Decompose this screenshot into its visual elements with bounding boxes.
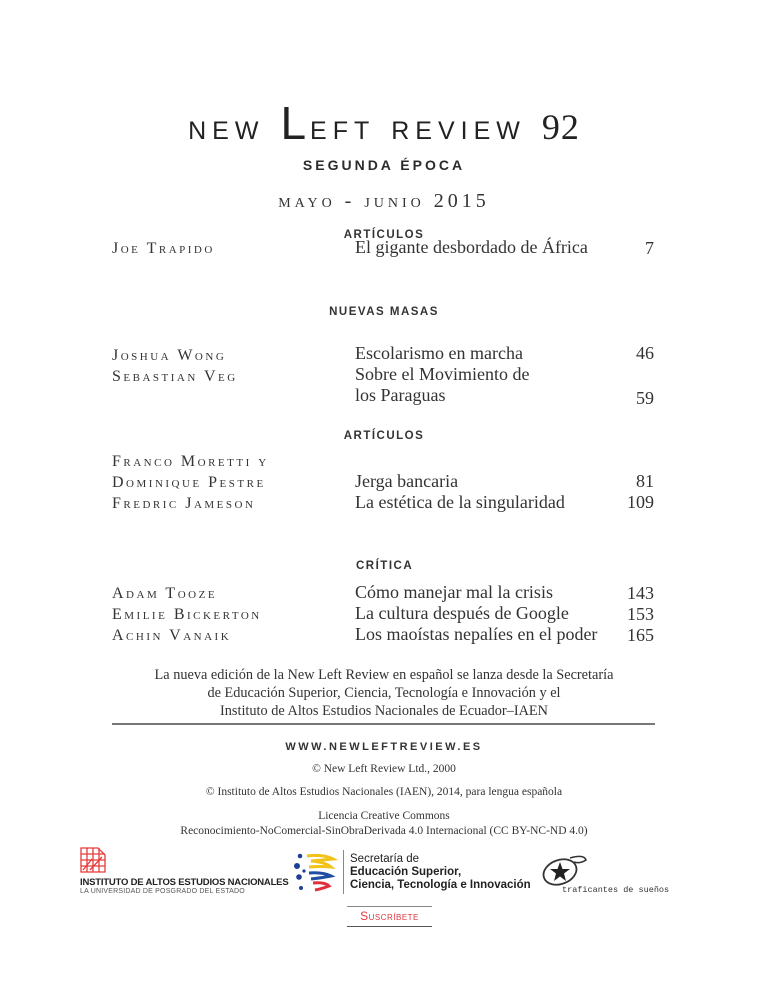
subscribe-button[interactable]: Suscríbete	[347, 906, 432, 927]
iaen-subtitle: LA UNIVERSIDAD DE POSGRADO DEL ESTADO	[80, 888, 245, 895]
logo-divider	[343, 850, 344, 894]
toc-article-link[interactable]: Cómo manejar mal la crisis	[355, 582, 553, 602]
toc-page-number: 59	[636, 388, 654, 408]
senescyt-logo[interactable]	[293, 850, 531, 894]
toc-author: Joshua Wong	[112, 347, 227, 364]
toc-article-link[interactable]: Sobre el Movimiento de	[355, 364, 530, 384]
masthead-pre: new	[188, 106, 281, 147]
senescyt-line1: Secretaría de	[350, 852, 420, 865]
senescyt-line2: Educación Superior,	[350, 865, 462, 878]
toc-article-link-line2[interactable]: los Paraguas	[355, 385, 446, 405]
senescyt-emblem-icon	[293, 850, 339, 894]
masthead-initial: L	[280, 97, 311, 149]
toc-article-link[interactable]: La cultura después de Google	[355, 603, 569, 623]
toc-article-link[interactable]: Los maoístas nepalíes en el poder	[355, 624, 598, 644]
traficantes-label: traficantes de sueños	[562, 885, 670, 895]
intro-line: La nueva edición de la New Left Review en español se lanza desde la Secretaría	[154, 667, 614, 683]
traficantes-logo[interactable]	[540, 852, 670, 895]
copyright-iaen: © Instituto de Altos Estudios Nacionales (IAEN), 2014, para lengua española	[205, 786, 563, 798]
toc-author: Adam Tooze	[112, 585, 218, 602]
intro-line: Instituto de Altos Estudios Nacionales de Ecuador–IAEN	[220, 703, 548, 719]
toc-author: Joe Trapido	[112, 240, 215, 257]
toc-page-number: 109	[627, 492, 654, 512]
divider	[112, 723, 655, 725]
toc-page-number: 81	[636, 471, 654, 491]
section-heading-critica: CRÍTICA	[356, 560, 414, 572]
toc-author: Fredric Jameson	[112, 495, 256, 512]
section-heading-articulos: ARTÍCULOS	[343, 229, 425, 241]
toc-author: Dominique Pestre	[112, 474, 266, 491]
intro-line: de Educación Superior, Ciencia, Tecnología e Innovación y el	[207, 685, 561, 701]
toc-author: Emilie Bickerton	[112, 606, 262, 623]
edition-subtitle: SEGUNDA ÉPOCA	[302, 157, 466, 173]
senescyt-line3: Ciencia, Tecnología e Innovación	[350, 878, 531, 891]
masthead-mid: eft review	[310, 106, 542, 147]
toc-article-link[interactable]: El gigante desbordado de África	[355, 237, 588, 257]
section-heading-nuevas-masas: NUEVAS MASAS	[329, 306, 439, 318]
intro-paragraph	[0, 666, 768, 720]
issue-number: 92	[541, 107, 580, 147]
toc-article-link[interactable]: Escolarismo en marcha	[355, 343, 523, 363]
copyright-nlr: © New Left Review Ltd., 2000	[312, 763, 456, 775]
star-swirl-icon	[540, 852, 588, 888]
license-detail: Reconocimiento-NoComercial-SinObraDerivada 4.0 Internacional (CC BY-NC-ND 4.0)	[180, 825, 588, 837]
iaen-grid-icon	[80, 847, 106, 873]
masthead-title	[0, 96, 768, 150]
toc-page-number: 7	[645, 238, 654, 258]
section-heading-articulos: ARTÍCULOS	[343, 430, 425, 442]
toc-article-link[interactable]: Jerga bancaria	[355, 471, 459, 491]
website-link[interactable]: WWW.NEWLEFTREVIEW.ES	[285, 741, 483, 753]
iaen-logo[interactable]	[80, 847, 288, 895]
issue-date: mayo - junio 2015	[278, 190, 490, 212]
toc-page-number: 46	[636, 343, 654, 363]
license-label: Licencia Creative Commons	[318, 810, 450, 822]
toc-author: Achin Vanaik	[112, 627, 232, 644]
toc-page-number: 153	[627, 604, 654, 624]
toc-page-number: 143	[627, 583, 654, 603]
toc-author: Sebastian Veg	[112, 368, 238, 385]
toc-article-link[interactable]: La estética de la singularidad	[355, 492, 565, 512]
toc-author: Franco Moretti y	[112, 453, 269, 470]
toc-page-number: 165	[627, 625, 654, 645]
iaen-title: INSTITUTO DE ALTOS ESTUDIOS NACIONALES	[80, 877, 289, 888]
